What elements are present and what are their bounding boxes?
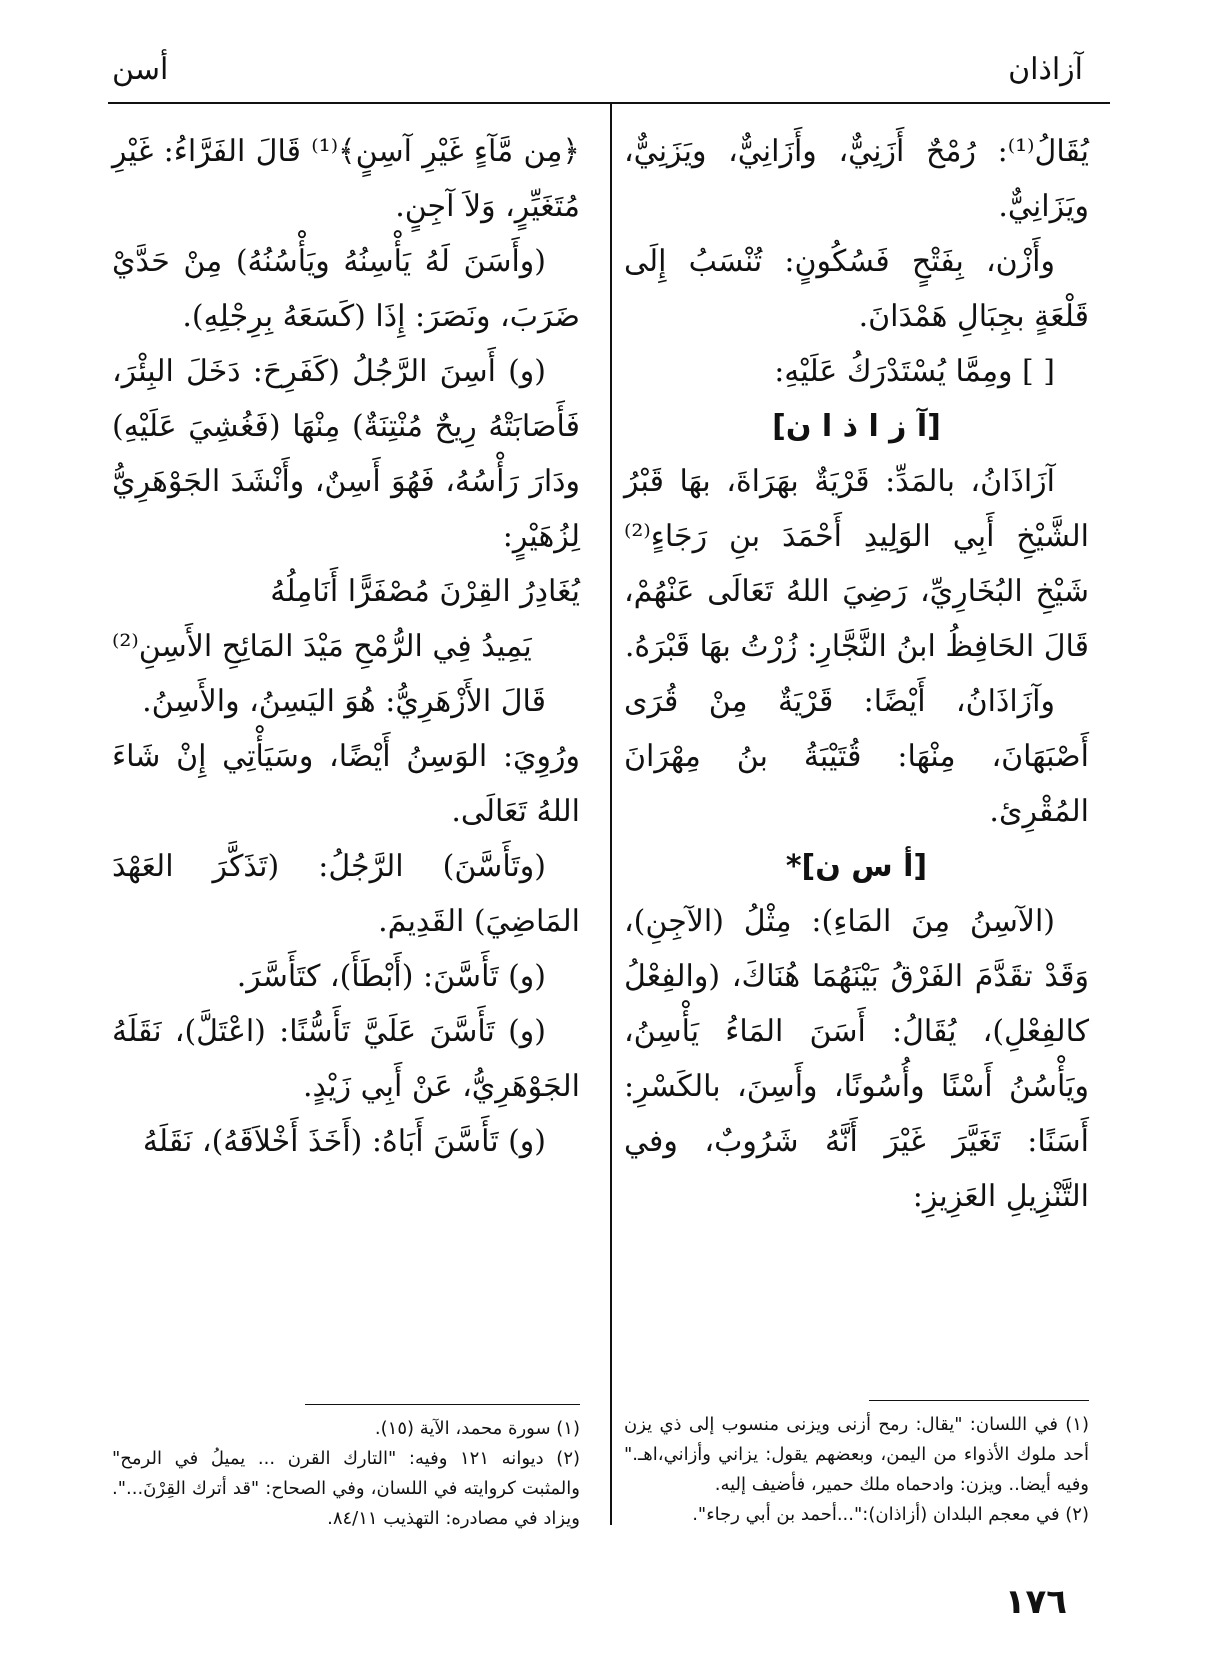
left-column xyxy=(112,124,580,1169)
footnote: (١) في اللسان: "يقال: رمح أزنى ويزنى منسوب إلى ذي يزن أحد ملوك الأذواء من اليمن، وبعضهم يقول: يزاني وأزاني،اهـ." وفيه أيضا.. ويزن: وادحماه ملك حمير، فأضيف إليه. xyxy=(624,1414,1089,1495)
running-header-left: أسن xyxy=(112,52,169,87)
entry-paragraph: (و) تَأَسَّنَ عَلَيَّ تَأَسُّنًا: (اعْتَلَّ)، نَقَلَهُ الجَوْهَرِيُّ، عَنْ أَبِي زَيْدٍ. xyxy=(112,1014,580,1104)
entry-heading: [آ ز ا ذ ا ن] xyxy=(772,409,941,444)
footnote: (٢) ديوانه ١٢١ وفيه: "التارك القرن ... يميلُ في الرمح" والمثبت كروايته في اللسان، وفي الصحاح: "قد أترك القِرْنَ...". ويزاد في مصادره: التهذيب ٨٤/١١. xyxy=(112,1448,581,1529)
poem-verse: يُغَادِرُ القِرْنَ مُصْفَرًّا أَنَامِلُهُ xyxy=(270,574,580,609)
page-number: ١٧٦ xyxy=(1004,1582,1067,1622)
entry-paragraph: ﴿مِن مَّآءٍ غَيْرِ آسِنٍ﴾⁽¹⁾ قَالَ الفَرَّاءُ: غَيْرِ مُتَغَيِّرٍ، وَلاَ آجِنٍ. xyxy=(112,134,580,224)
column-divider xyxy=(610,103,612,1525)
footnote: (١) سورة محمد، الآية (١٥). xyxy=(374,1418,580,1439)
header-rule xyxy=(108,102,1110,104)
entry-paragraph: (الآسِنُ مِنَ المَاءِ): مِثْلُ (الآجِنِ)، وَقَدْ تقَدَّمَ الفَرْقُ بَيْنَهُمَا هُنَاكَ، (والفِعْلُ كالفِعْلِ)، يُقَالُ: أَسَنَ المَاءُ يَأْسِنُ، ويَأْسُنُ أَسْنًا وأُسُونًا، وأَسِنَ، بالكَسْرِ: أَسَنًا: تَغَيَّرَ غَيْرَ أَنَّهُ شَرُوبٌ، وفي التَّنْزِيلِ العَزِيزِ: xyxy=(624,904,1089,1214)
entry-paragraph: ورُوِيَ: الوَسِنُ أَيْضًا، وسَيَأْتِي إِنْ شَاءَ اللهُ تَعَالَى. xyxy=(112,739,580,829)
entry-paragraph: آزَاذَانُ، بالمَدِّ: قَرْيَةٌ بهَرَاةَ، بهَا قَبْرُ الشَّيْخِ أَبِي الوَلِيدِ أَحْمَدَ بنِ رَجَاءٍ⁽²⁾ شَيْخِ البُخَارِيِّ، رَضِيَ اللهُ تَعَالَى عَنْهُمْ، قَالَ الحَافِظُ ابنُ النَّجَّارِ: زُرْتُ بهَا قَبْرَهُ. xyxy=(624,464,1089,664)
poem-verse: يَمِيدُ فِي الرُّمْحِ مَيْدَ المَائِحِ الأَسِنِ⁽²⁾ xyxy=(112,629,532,664)
entry-paragraph: (و) تَأَسَّنَ أَبَاهُ: (أَخَذَ أَخْلاَقَهُ)، نَقَلَهُ xyxy=(142,1124,546,1159)
entry-paragraph: (و) أَسِنَ الرَّجُلُ (كَفَرِحَ: دَخَلَ البِئْرَ، فَأَصَابَتْهُ رِيحٌ مُنْتِنَةٌ) مِنْهَا (فَغُشِيَ عَلَيْهِ) ودَارَ رَأْسُهُ، فَهُوَ أَسِنٌ، وأَنْشَدَ الجَوْهَرِيُّ لِزُهَيْرٍ: xyxy=(112,354,580,554)
entry-paragraph: (وأَسَنَ لَهُ يَأْسِنُهُ ويَأْسُنُهُ) مِنْ حَدَّيْ ضَرَبَ، ونَصَرَ: إِذَا (كَسَعَهُ بِرِجْلِهِ). xyxy=(112,244,580,334)
footnotes-right xyxy=(624,1410,1089,1530)
entry-paragraph: قَالَ الأَزْهَرِيُّ: هُوَ اليَسِنُ، والأَسِنُ. xyxy=(142,684,546,719)
footnote-rule-left xyxy=(305,1404,580,1405)
running-header-right: آزاذان xyxy=(1008,52,1083,87)
entry-paragraph: (وتَأَسَّنَ) الرَّجُلُ: (تَذَكَّرَ العَهْدَ المَاضِيَ) القَدِيمَ. xyxy=(112,849,580,939)
entry-heading: [أ س ن]* xyxy=(785,849,928,884)
footnotes-left xyxy=(112,1414,580,1534)
footnote-rule-right xyxy=(869,1400,1089,1401)
footnote: (٢) في معجم البلدان (أزاذان):"...أحمد بن أبي رجاء". xyxy=(692,1504,1089,1525)
addendum-note: [ ] ومِمَّا يُسْتَدْرَكُ عَلَيْهِ: xyxy=(774,354,1055,389)
right-column xyxy=(624,124,1089,1224)
entry-paragraph: وآزَاذَانُ، أَيْضًا: قَرْيَةٌ مِنْ قُرَى أَصْبَهَانَ، مِنْهَا: قُتَيْبَةُ بنُ مِهْرَانَ المُقْرِئ. xyxy=(624,684,1089,829)
entry-paragraph: وأَزْن، بِفَتْحٍ فَسُكُونٍ: تُنْسَبُ إِلَى قَلْعَةٍ بجِبَالِ هَمْدَانَ. xyxy=(624,244,1089,334)
entry-paragraph: (و) تَأَسَّنَ: (أَبْطَأَ)، كتَأَسَّرَ. xyxy=(236,959,546,994)
entry-paragraph: يُقَالُ⁽¹⁾: رُمْحٌ أَزَنِيٌّ، وأَزَانِيٌّ، ويَزَنِيٌّ، ويَزَانِيٌّ. xyxy=(624,134,1089,224)
